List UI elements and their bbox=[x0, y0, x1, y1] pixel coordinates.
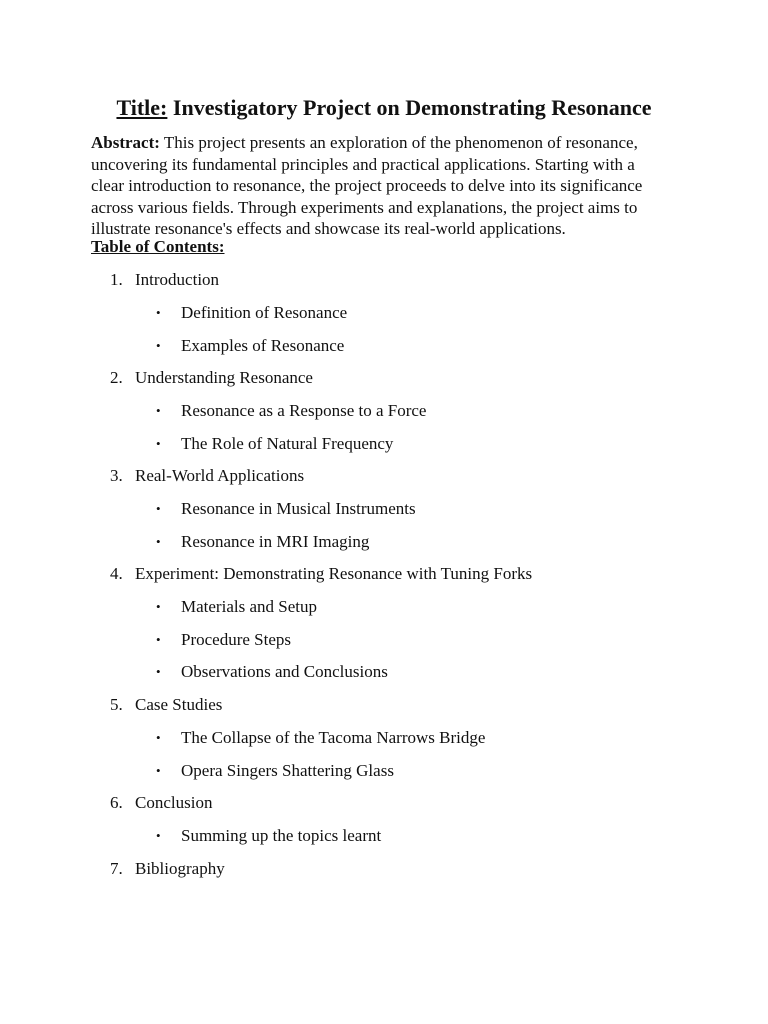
toc-item bbox=[110, 367, 313, 389]
bullet-icon: • bbox=[156, 501, 161, 516]
toc-item bbox=[110, 858, 225, 880]
toc-item-label: Case Studies bbox=[135, 695, 223, 714]
abstract-line: uncovering its fundamental principles and practical applications. Starting with a bbox=[91, 154, 635, 174]
abstract-line bbox=[91, 132, 691, 154]
bullet-icon: • bbox=[156, 403, 161, 418]
toc-subitem bbox=[156, 531, 369, 553]
toc-item bbox=[110, 269, 219, 291]
toc-item-label: Experiment: Demonstrating Resonance with Tuning Forks bbox=[135, 564, 533, 583]
toc-item bbox=[110, 792, 212, 814]
toc-item-number: 6. bbox=[110, 793, 123, 812]
bullet-icon: • bbox=[156, 730, 161, 745]
bullet-icon: • bbox=[156, 828, 161, 843]
toc-heading: Table of Contents: bbox=[91, 237, 225, 256]
toc-item-number: 7. bbox=[110, 859, 123, 878]
abstract-line: illustrate resonance's effects and showcase its real-world applications. bbox=[91, 219, 566, 238]
bullet-icon: • bbox=[156, 599, 161, 614]
toc-subitem bbox=[156, 825, 381, 847]
toc-subitem-label: Examples of Resonance bbox=[181, 336, 345, 355]
toc-subitem bbox=[156, 400, 426, 422]
bullet-icon: • bbox=[156, 338, 161, 353]
bullet-icon: • bbox=[156, 664, 161, 679]
toc-subitem bbox=[156, 498, 416, 520]
abstract-line: across various fields. Through experiments and explanations, the project aims to bbox=[91, 197, 638, 217]
document-title bbox=[0, 93, 768, 123]
toc-item-label: Real-World Applications bbox=[135, 466, 305, 485]
toc-subitem-label: Resonance as a Response to a Force bbox=[181, 401, 427, 420]
abstract-label: Abstract: bbox=[91, 133, 160, 152]
toc-item-label: Conclusion bbox=[135, 793, 213, 812]
title-text: Investigatory Project on Demonstrating Resonance bbox=[167, 95, 652, 120]
toc-subitem-label: Observations and Conclusions bbox=[181, 662, 388, 681]
toc-subitem-label: Resonance in Musical Instruments bbox=[181, 499, 416, 518]
toc-subitem-label: Materials and Setup bbox=[181, 597, 317, 616]
toc-item-number: 1. bbox=[110, 270, 123, 289]
bullet-icon: • bbox=[156, 534, 161, 549]
toc-subitem bbox=[156, 629, 291, 651]
toc-item-label: Understanding Resonance bbox=[135, 368, 313, 387]
toc-subitem bbox=[156, 335, 344, 357]
toc-subitem-label: Procedure Steps bbox=[181, 630, 292, 649]
toc-subitem bbox=[156, 433, 393, 455]
toc-subitem bbox=[156, 760, 394, 782]
abstract-paragraph bbox=[91, 132, 691, 240]
toc-subitem bbox=[156, 727, 485, 749]
toc-item bbox=[110, 694, 222, 716]
bullet-icon: • bbox=[156, 763, 161, 778]
bullet-icon: • bbox=[156, 436, 161, 451]
toc-item-number: 5. bbox=[110, 695, 123, 714]
toc-subitem-label: Summing up the topics learnt bbox=[181, 826, 382, 845]
abstract-line: clear introduction to resonance, the project proceeds to delve into its significance bbox=[91, 176, 643, 195]
bullet-icon: • bbox=[156, 632, 161, 647]
title-label: Title: bbox=[116, 95, 168, 120]
toc-subitem-label: Resonance in MRI Imaging bbox=[181, 532, 370, 551]
toc-item bbox=[110, 465, 304, 487]
toc-item-label: Bibliography bbox=[135, 859, 225, 878]
toc-subitem-label: The Role of Natural Frequency bbox=[181, 434, 394, 453]
toc-item-number: 4. bbox=[110, 564, 123, 583]
toc-item bbox=[110, 563, 532, 585]
abstract-text: This project presents an exploration of the phenomenon of resonance, bbox=[159, 133, 638, 152]
toc-item-label: Introduction bbox=[135, 270, 220, 289]
toc-subitem bbox=[156, 661, 388, 683]
toc-subitem bbox=[156, 596, 317, 618]
toc-subitem-label: Opera Singers Shattering Glass bbox=[181, 761, 394, 780]
toc-subitem bbox=[156, 302, 347, 324]
toc-item-number: 3. bbox=[110, 466, 123, 485]
bullet-icon: • bbox=[156, 305, 161, 320]
toc-subitem-label: Definition of Resonance bbox=[181, 303, 348, 322]
toc-item-number: 2. bbox=[110, 368, 123, 387]
toc-subitem-label: The Collapse of the Tacoma Narrows Bridge bbox=[181, 728, 486, 747]
